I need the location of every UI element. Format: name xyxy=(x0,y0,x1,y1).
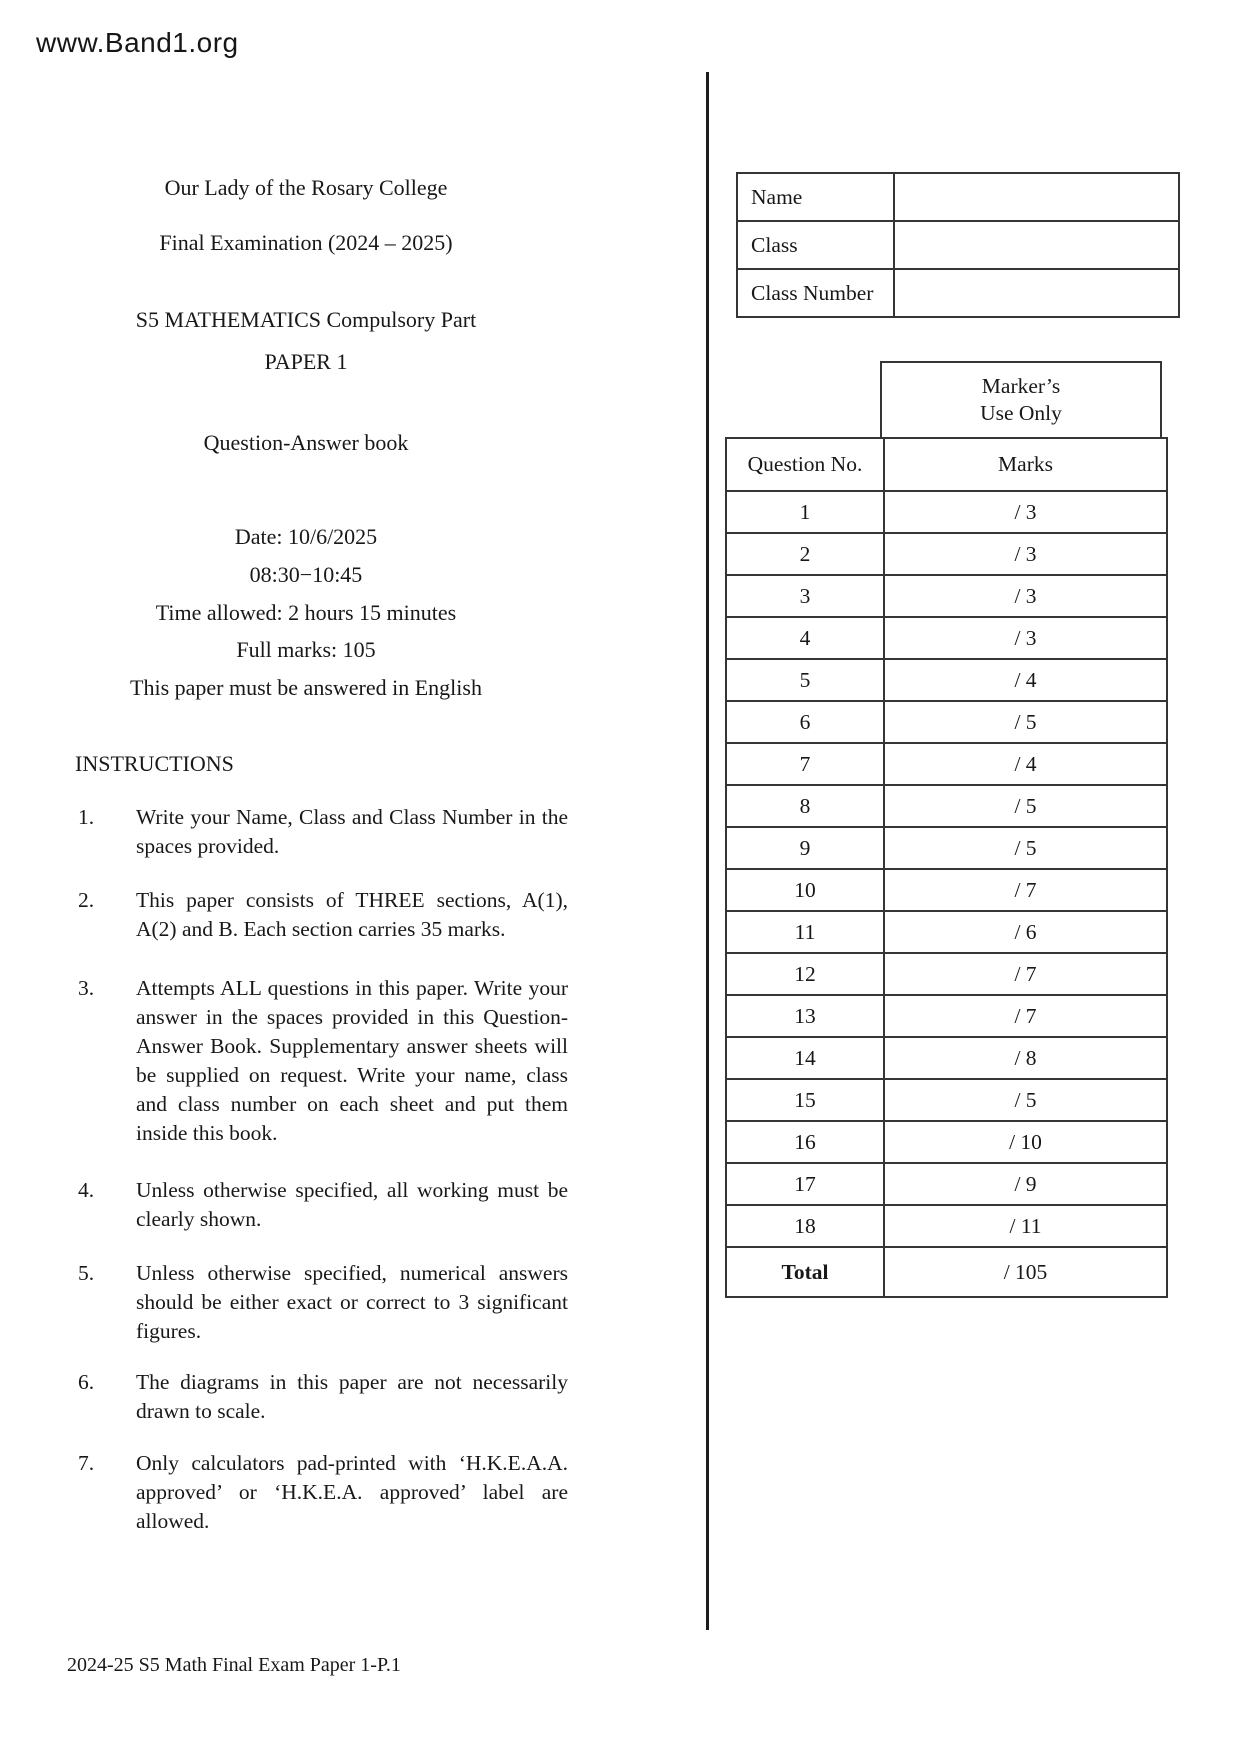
marks-cell: / 3 xyxy=(884,617,1167,659)
watermark-url: www.Band1.org xyxy=(36,27,239,58)
instruction-item-7 xyxy=(78,1449,568,1536)
exam-time-range: 08:30−10:45 xyxy=(249,562,363,587)
question-no-cell: 7 xyxy=(726,743,884,785)
table-row xyxy=(726,995,1167,1037)
instruction-item-5 xyxy=(78,1259,568,1346)
question-no-cell: 8 xyxy=(726,785,884,827)
instruction-text: This paper consists of THREE sections, A(1), A(2) and B. Each section carries 35 marks. xyxy=(136,888,568,941)
question-no-cell: 2 xyxy=(726,533,884,575)
table-header-row xyxy=(726,438,1167,491)
instruction-item-1 xyxy=(78,803,568,861)
column-divider xyxy=(706,72,709,1630)
instruction-number: 2. xyxy=(78,888,95,912)
marks-cell: / 7 xyxy=(884,995,1167,1037)
question-no-cell: 6 xyxy=(726,701,884,743)
table-row xyxy=(726,1079,1167,1121)
table-row xyxy=(726,1121,1167,1163)
question-no-cell: 11 xyxy=(726,911,884,953)
class-number-value-cell xyxy=(894,269,1179,317)
school-name: Our Lady of the Rosary College xyxy=(164,175,448,200)
class-value-cell xyxy=(894,221,1179,269)
question-no-header: Question No. xyxy=(726,438,884,491)
student-info-table xyxy=(736,172,1180,318)
table-row xyxy=(726,911,1167,953)
class-number-label: Class Number xyxy=(737,269,894,317)
instruction-number: 4. xyxy=(78,1178,95,1202)
table-row xyxy=(726,659,1167,701)
total-label: Total xyxy=(726,1247,884,1297)
marks-cell: / 5 xyxy=(884,1079,1167,1121)
marks-cell: / 6 xyxy=(884,911,1167,953)
book-type: Question-Answer book xyxy=(203,430,409,455)
subject-title: S5 MATHEMATICS Compulsory Part xyxy=(135,307,477,332)
question-no-cell: 15 xyxy=(726,1079,884,1121)
table-row xyxy=(726,617,1167,659)
instruction-text: Attempts ALL questions in this paper. Write your answer in the spaces provided in this Question-Answer Book. Supplementary answer sheets will be supplied on request. Write your name, class and class number on each sheet and put them inside this book. xyxy=(136,976,568,1145)
total-row xyxy=(726,1247,1167,1297)
total-marks-cell: / 105 xyxy=(884,1247,1167,1297)
table-row xyxy=(726,953,1167,995)
marks-cell: / 3 xyxy=(884,491,1167,533)
instruction-item-6 xyxy=(78,1368,568,1426)
table-row xyxy=(737,173,1179,221)
instruction-number: 6. xyxy=(78,1370,95,1394)
table-row xyxy=(726,1163,1167,1205)
marks-header: Marks xyxy=(884,438,1167,491)
marks-cell: / 10 xyxy=(884,1121,1167,1163)
table-row xyxy=(726,701,1167,743)
marks-cell: / 11 xyxy=(884,1205,1167,1247)
table-row xyxy=(737,269,1179,317)
exam-date: Date: 10/6/2025 xyxy=(234,524,378,549)
paper-number: PAPER 1 xyxy=(264,349,348,374)
instruction-text: The diagrams in this paper are not necessarily drawn to scale. xyxy=(136,1370,568,1423)
question-no-cell: 18 xyxy=(726,1205,884,1247)
instruction-item-2 xyxy=(78,886,568,944)
markers-use-only-line1: Marker’s xyxy=(981,374,1061,398)
table-row xyxy=(726,1205,1167,1247)
instruction-text: Write your Name, Class and Class Number in the spaces provided. xyxy=(136,805,568,858)
question-no-cell: 16 xyxy=(726,1121,884,1163)
marks-cell: / 5 xyxy=(884,827,1167,869)
time-allowed: Time allowed: 2 hours 15 minutes xyxy=(155,600,457,625)
exam-title: Final Examination (2024 – 2025) xyxy=(159,230,453,255)
table-row xyxy=(726,491,1167,533)
table-row xyxy=(737,221,1179,269)
marks-cell: / 3 xyxy=(884,533,1167,575)
instruction-number: 3. xyxy=(78,976,95,1000)
table-row xyxy=(726,785,1167,827)
table-row xyxy=(726,743,1167,785)
question-no-cell: 12 xyxy=(726,953,884,995)
name-value-cell xyxy=(894,173,1179,221)
marks-cell: / 7 xyxy=(884,953,1167,995)
language-note: This paper must be answered in English xyxy=(130,675,482,700)
question-no-cell: 3 xyxy=(726,575,884,617)
page-footer: 2024-25 S5 Math Final Exam Paper 1-P.1 xyxy=(67,1654,401,1676)
marks-cell: / 5 xyxy=(884,785,1167,827)
name-label: Name xyxy=(737,173,894,221)
markers-use-only-header xyxy=(880,361,1162,437)
marks-cell: / 5 xyxy=(884,701,1167,743)
instruction-text: Unless otherwise specified, all working must be clearly shown. xyxy=(136,1178,568,1231)
instruction-number: 5. xyxy=(78,1261,95,1285)
marks-cell: / 3 xyxy=(884,575,1167,617)
table-row xyxy=(726,533,1167,575)
marks-cell: / 9 xyxy=(884,1163,1167,1205)
class-label: Class xyxy=(737,221,894,269)
question-no-cell: 17 xyxy=(726,1163,884,1205)
instruction-text: Unless otherwise specified, numerical answers should be either exact or correct to 3 significant figures. xyxy=(136,1261,568,1343)
instruction-item-3 xyxy=(78,974,568,1148)
question-no-cell: 14 xyxy=(726,1037,884,1079)
question-no-cell: 10 xyxy=(726,869,884,911)
table-row xyxy=(726,827,1167,869)
question-no-cell: 4 xyxy=(726,617,884,659)
marks-cell: / 8 xyxy=(884,1037,1167,1079)
table-row xyxy=(726,575,1167,617)
instruction-number: 1. xyxy=(78,805,95,829)
instruction-text: Only calculators pad-printed with ‘H.K.E.A.A. approved’ or ‘H.K.E.A. approved’ label are allowed. xyxy=(136,1451,568,1533)
marks-table xyxy=(725,437,1168,1298)
table-row xyxy=(726,869,1167,911)
question-no-cell: 13 xyxy=(726,995,884,1037)
question-no-cell: 1 xyxy=(726,491,884,533)
table-row xyxy=(726,1037,1167,1079)
marks-cell: / 4 xyxy=(884,743,1167,785)
markers-use-only-line2: Use Only xyxy=(980,401,1062,425)
instructions-heading: INSTRUCTIONS xyxy=(75,751,234,776)
instruction-item-4 xyxy=(78,1176,568,1234)
marks-cell: / 7 xyxy=(884,869,1167,911)
question-no-cell: 5 xyxy=(726,659,884,701)
marks-cell: / 4 xyxy=(884,659,1167,701)
instruction-number: 7. xyxy=(78,1451,95,1475)
question-no-cell: 9 xyxy=(726,827,884,869)
full-marks: Full marks: 105 xyxy=(236,637,376,662)
